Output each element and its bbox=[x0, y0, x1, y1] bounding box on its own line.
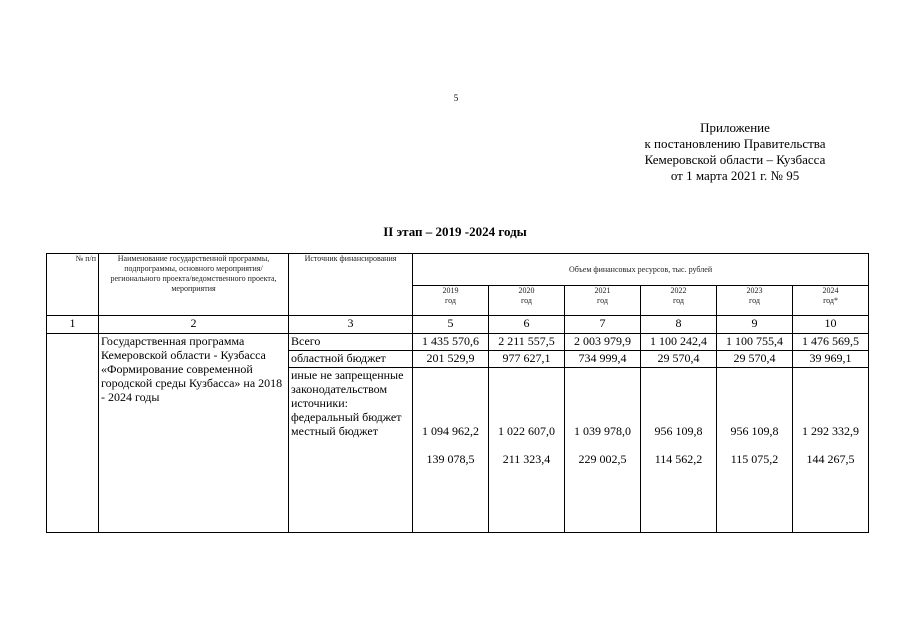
header-num: № п/п bbox=[47, 254, 99, 316]
year-unit: год bbox=[749, 296, 760, 305]
header-year-2019 bbox=[413, 286, 489, 316]
year-label: 2021 bbox=[594, 286, 611, 295]
column-number: 8 bbox=[641, 316, 717, 334]
column-number: 10 bbox=[793, 316, 869, 334]
source-cell bbox=[289, 368, 413, 533]
column-number: 6 bbox=[489, 316, 565, 334]
appendix-line-2: к постановлению Правительства bbox=[644, 136, 826, 151]
year-unit: год bbox=[597, 296, 608, 305]
column-number: 3 bbox=[289, 316, 413, 334]
value-cell: 1 435 570,6 bbox=[413, 334, 489, 351]
header-year-2021 bbox=[565, 286, 641, 316]
appendix-line-1: Приложение bbox=[700, 120, 770, 135]
value-cell: 734 999,4 bbox=[565, 351, 641, 368]
value-cell: 1 100 755,4 bbox=[717, 334, 793, 351]
page-number: 5 bbox=[453, 93, 459, 103]
value-cell: 201 529,9 bbox=[413, 351, 489, 368]
value-cell bbox=[793, 368, 869, 533]
value-cell bbox=[565, 368, 641, 533]
header-source: Источник финансирования bbox=[289, 254, 413, 316]
federal-value: 956 109,8 bbox=[730, 424, 779, 438]
column-number-row bbox=[47, 316, 869, 334]
header-row-top bbox=[47, 254, 869, 286]
local-value: 139 078,5 bbox=[426, 452, 475, 466]
local-value: 115 075,2 bbox=[730, 452, 779, 466]
federal-value: 1 292 332,9 bbox=[802, 424, 860, 438]
column-number: 1 bbox=[47, 316, 99, 334]
federal-budget-label: федеральный бюджет bbox=[291, 410, 402, 424]
local-value: 114 562,2 bbox=[654, 452, 703, 466]
row-number-cell bbox=[47, 334, 99, 533]
year-label: 2023 bbox=[746, 286, 763, 295]
year-unit: год bbox=[445, 296, 456, 305]
value-cell: 39 969,1 bbox=[793, 351, 869, 368]
year-label: 2020 bbox=[518, 286, 535, 295]
program-name-cell bbox=[99, 334, 289, 533]
federal-value: 1 039 978,0 bbox=[574, 424, 631, 438]
column-number: 7 bbox=[565, 316, 641, 334]
header-year-2024 bbox=[793, 286, 869, 316]
year-label: 2024 bbox=[822, 286, 839, 295]
value-cell: 2 211 557,5 bbox=[489, 334, 565, 351]
appendix-line-3: Кемеровской области – Кузбасса bbox=[644, 152, 826, 167]
column-number: 2 bbox=[99, 316, 289, 334]
local-value: 144 267,5 bbox=[806, 452, 855, 466]
table-row-total bbox=[47, 334, 869, 351]
appendix-block bbox=[590, 120, 880, 184]
value-cell: 2 003 979,9 bbox=[565, 334, 641, 351]
financing-table bbox=[46, 253, 869, 533]
stage-title: II этап – 2019 -2024 годы bbox=[383, 224, 527, 239]
column-number: 9 bbox=[717, 316, 793, 334]
value-cell: 977 627,1 bbox=[489, 351, 565, 368]
value-cell bbox=[413, 368, 489, 533]
appendix-line-4: от 1 марта 2021 г. № 95 bbox=[670, 168, 800, 183]
year-unit: год bbox=[521, 296, 532, 305]
year-label: 2019 bbox=[442, 286, 459, 295]
value-cell bbox=[489, 368, 565, 533]
year-unit: год* bbox=[823, 296, 838, 305]
value-cell: 29 570,4 bbox=[717, 351, 793, 368]
program-name: Государственная программа Кемеровской области - Кузбасса «Формирование современной городской среды Кузбасса» на 2018 - 2024 годы bbox=[101, 334, 283, 404]
header-year-2022 bbox=[641, 286, 717, 316]
value-cell: 1 476 569,5 bbox=[793, 334, 869, 351]
column-number: 5 bbox=[413, 316, 489, 334]
value-cell bbox=[717, 368, 793, 533]
value-cell bbox=[641, 368, 717, 533]
header-year-2023 bbox=[717, 286, 793, 316]
source-cell: Всего bbox=[289, 334, 413, 351]
header-name: Наименование государственной программы, подпрограммы, основного мероприятия/регионального проекта/ведомственного проекта, мероприятия bbox=[99, 254, 289, 316]
header-year-2020 bbox=[489, 286, 565, 316]
federal-value: 1 094 962,2 bbox=[422, 424, 479, 438]
year-unit: год bbox=[673, 296, 684, 305]
local-budget-label: местный бюджет bbox=[291, 424, 378, 438]
federal-value: 956 109,8 bbox=[654, 424, 703, 438]
federal-value: 1 022 607,0 bbox=[498, 424, 555, 438]
local-value: 229 002,5 bbox=[578, 452, 627, 466]
value-cell: 1 100 242,4 bbox=[641, 334, 717, 351]
source-cell: областной бюджет bbox=[289, 351, 413, 368]
local-value: 211 323,4 bbox=[502, 452, 551, 466]
value-cell: 29 570,4 bbox=[641, 351, 717, 368]
year-label: 2022 bbox=[670, 286, 687, 295]
other-sources-heading: иные не запрещенные законодательством источники: bbox=[291, 368, 404, 410]
header-volume: Объем финансовых ресурсов, тыс. рублей bbox=[413, 254, 869, 286]
